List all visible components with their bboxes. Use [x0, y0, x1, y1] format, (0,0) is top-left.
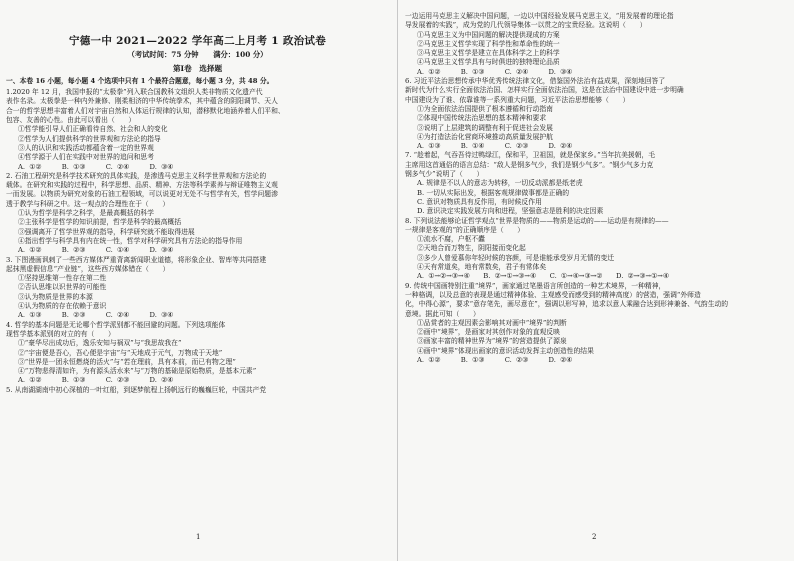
text-line: ②画中“境界”，是画家对其创作对象的直观反映 — [417, 328, 560, 337]
right-question-text — [405, 12, 788, 365]
text-line: 主席用这首通俗的语言总结：“敌人是钢多气少，我们是钢少气多”。“钢少气多力克 — [405, 160, 654, 169]
text-line: ②否认思维以识世界的可能性 — [18, 283, 107, 292]
text-line: A. ①→②→③→④ B. ②→①→③→④ C. ①→④→③→② D. ②→③→①→④ — [417, 272, 669, 281]
text-line: A. 规律是不以人的意志为转移，一切反动派都是纸老虎 — [417, 179, 583, 188]
text-line: ④画中“境界”体现出画家的意识活动发挥主动创造性的结果 — [417, 346, 594, 355]
exam-title: 宁德一中 2021—2022 学年高二上月考 1 政治试卷 — [68, 35, 327, 47]
text-line: ④认为物质的存在依赖于意识 — [18, 302, 107, 311]
text-line: 1.2020 年 12 月，我国申报的“太极拳”列入联合国教科文组织人类非物质文化遗产代 — [6, 88, 263, 97]
text-line: 导发展着的实践”，成为党的几代领导集体一以贯之的宝贵经验。这说明（ ） — [405, 21, 647, 30]
text-line: ③画家丰富的精神世界为“境界”的营造提供了源泉 — [417, 337, 567, 346]
text-line: ①认为哲学是科学之科学，是最高概括的科学 — [18, 209, 154, 218]
text-line: 载体。在研究和实践的过程中，科学思想、品质、精神、方法等科学素养与辩证唯物主义观 — [6, 181, 278, 190]
text-line: ③多少人曾爱慕你年轻时候的容颜，可是谁能承受岁月无情的变迁 — [417, 253, 615, 262]
text-line: ①流水不腐，户枢不蠹 — [417, 235, 485, 244]
text-line: D. 意识决定实践发展方向和进程，坚强意志是胜利的决定因素 — [417, 207, 604, 216]
text-line: 4. 哲学的基本问题是无论哪个哲学派别都不能回避的问题。下列选项能体 — [6, 320, 226, 329]
text-line: 7. “趁着起，气吞吾待过鸭绿江，保和平，卫祖国，就是保家乡。”当年抗美援朝，毛 — [405, 151, 656, 160]
text-line: 表作名录。太极拳是一种内外兼修、刚柔相济的中华传统拳术，其中蕴含的阴阳调节、天人 — [6, 97, 278, 106]
section-title: 第Ⅰ卷 选择题 — [172, 63, 223, 73]
text-line: 一种格调，以及总意的表现是通过精神体验、主观感受而感受到的精神高度）的营造，强调“外师造 — [405, 290, 701, 299]
text-line: ③认为物质是世界的本源 — [18, 292, 93, 301]
text-line: A. ①③ B. ②③ C. ②④ D. ③④ — [18, 311, 174, 320]
text-line: 合一的哲学思想丰富着人们对宇宙自然和人体运行规律的认知，潜移默化地涵养着人们平和、 — [6, 106, 285, 115]
text-line: ②天地合而万物生，阴阳接而变化起 — [417, 244, 526, 253]
text-line: ①为全面依法治国提供了根本遵循和行动指南 — [417, 104, 553, 113]
text-line: ②主张科学是哲学的知识前提，哲学是科学的最高概括 — [18, 218, 182, 227]
text-line: 5. 从南湖湖南中初心深植的一叶红船，到逐梦航程上扬帆远行的巍巍巨轮，中国共产党 — [6, 385, 267, 394]
text-line: 一边运用马克思主义解决中国问题，一边以中国经验发展马克思主义，“用发展着的理论指 — [405, 12, 674, 20]
text-line: 6. 习近平法治思想传承中华优秀传统法律文化，借鉴国外法治有益成果，深刻地回答了 — [405, 77, 666, 86]
text-line: ④哲学源于人们在实践中对世界的追问和思考 — [18, 153, 154, 162]
text-line: ③强调离开了哲学世界观的指导，科学研究就不能取得进展 — [18, 227, 195, 236]
text-line: A. ①② B. ①③ C. ②③ D. ②④ — [417, 355, 573, 364]
text-line: 8. 下列说法能够论证哲学观点“世界是物质的——物质是运动的——运动是有规律的—— — [405, 216, 669, 225]
exam-info: （考试时间：75 分钟 满分：100 分） — [127, 50, 268, 60]
text-line: 起抹黑虚假信息“产业链”，这些西方媒体错在（ ） — [6, 264, 170, 273]
text-line: 一规律是客观的”的正确顺序是（ ） — [405, 225, 525, 234]
text-line: ④“万物悲得清如许，为有源头活水来”与“万物的基础是原始物质，是基本元素” — [18, 367, 257, 376]
text-line: A. ①② B. ①③ C. ②③ D. ②④ — [18, 376, 174, 385]
text-line: 透于教学与科研之中。这一观点的合理性在于（ ） — [6, 199, 170, 208]
text-line: ②马克思主义哲学实现了科学性和革命性的统一 — [417, 39, 560, 48]
text-line: ②“宇宙便是吾心，吾心便是宇宙”与“天地成于元气，万物成于天地” — [18, 348, 223, 357]
text-line: A. ①③ B. ①④ C. ②③ D. ②④ — [417, 142, 573, 151]
left-question-text — [6, 88, 389, 395]
text-line: ②体现中国传统法治思想的基本精神和要求 — [417, 114, 547, 123]
text-line: 现哲学基本派别的对立的有（ ） — [6, 329, 115, 338]
text-line: 包容、友善的心性。由此可以看出（ ） — [6, 116, 136, 125]
text-line: 一而发展。以物质为研究对象的石油工程领域，可以说更对无处不与哲学有关，哲学问题渗 — [6, 190, 278, 199]
text-line: 9. 传统中国画特别注重“境界”，画家通过笔墨语言所创造的一种艺术境界，一种精神， — [405, 281, 666, 290]
text-line: ④为打造法治化营商环境推动高质量发展护航 — [417, 132, 553, 141]
text-line: 化，中得心源”，要求“意存笔先，画尽意在”，强调以形写神，追求以意人乘融合达到形神兼备、气韵生动的 — [405, 300, 729, 309]
text-line: A. ①② B. ②③ C. ①④ D. ③④ — [18, 246, 174, 255]
text-line: ③人的认识和实践活动都蕴含着一定的世界观 — [18, 143, 154, 152]
text-line: ①马克思主义为中国问题的解决提供现成的方案 — [417, 30, 560, 39]
text-line: A. ①② B. ①③ C. ②④ D. ③④ — [18, 162, 174, 171]
text-line: 新时代为什么实行全面依法治国、怎样实行全面依法治国，这是在法治中国建设中进一步明确 — [405, 86, 684, 95]
text-line: ③说明了上层建筑的调整有利于促进社会发展 — [417, 123, 553, 132]
text-line: C. 意识对物质具有反作用，有时候反作用 — [417, 197, 542, 206]
text-line: ④天有常道矣，地有常数矣，君子有常体矣 — [417, 263, 547, 272]
text-line: 中国建设为了谁、依靠谁等一系列重大问题，习近平法治思想能够（ ） — [405, 95, 630, 104]
text-line: ③“世界是一团永恒燃烧的活火”与“若在理前，具有本前，而已有物之理” — [18, 357, 236, 366]
text-line: 钢多气少”说明了（ ） — [405, 170, 484, 179]
page-number-2: 2 — [592, 533, 597, 541]
text-line: 意境。据此可知（ ） — [405, 309, 480, 318]
text-line: ①坚持思维第一性存在第二性 — [18, 274, 107, 283]
text-line: 3. 下图漫画讽刺了一些西方媒体严重背离新闻职业道德，将形象企业、智库等共同搭建 — [6, 255, 267, 264]
text-line: ①哲学能引导人们正确看待自然、社会和人的变化 — [18, 125, 168, 134]
text-line: ④马克思主义哲学具有与时俱进的独特理论品质 — [417, 58, 560, 67]
column-divider — [397, 0, 398, 561]
text-line: A. ①② B. ①③ C. ②④ D. ③④ — [417, 67, 573, 76]
text-line: ①品赏者的主观因素会影响其对画中“境界”的判断 — [417, 318, 567, 327]
text-line: ②哲学为人们提供科学的世界观和方法论的指导 — [18, 134, 161, 143]
text-line: ③马克思主义哲学是建立在具体科学之上的科学 — [417, 49, 560, 58]
text-line: 2. 石油工程研究是科学技术研究的具体实践，是渗透马克思主义科学世界观和方法论的 — [6, 171, 267, 180]
instructions: 一、本卷 16 小题，每小题 4 个选项中只有 1 个最符合题意，每小题 3 分，共 48 分。 — [6, 76, 274, 85]
left-column — [6, 0, 389, 561]
text-line: B. 一切从实际出发，根据客观规律做事都是正确的 — [417, 188, 570, 197]
page-number-1: 1 — [196, 533, 201, 541]
text-line: ④指出哲学与科学具有内在统一性，哲学对科学研究具有方法论的指导作用 — [18, 236, 243, 245]
right-column — [405, 0, 788, 561]
text-line: ①“豪华尽出成功后，逸乐安知与祸双”与“我思故我在” — [18, 339, 182, 348]
